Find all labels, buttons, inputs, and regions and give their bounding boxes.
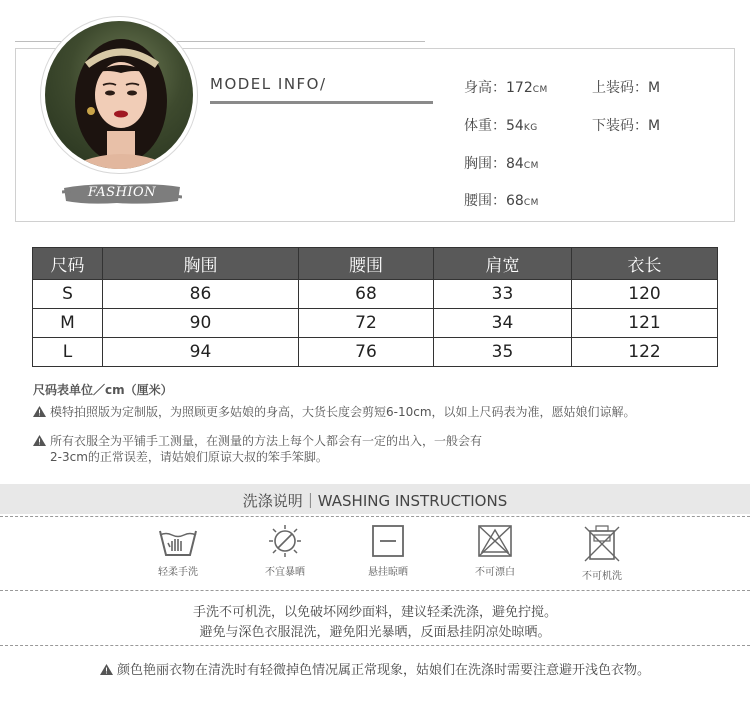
dashed-divider [0,645,750,646]
header-size: 尺码 [33,248,103,280]
spec-bottom-size: 下装码：M [592,118,661,134]
spec-weight: 体重：54KG [464,118,538,134]
wash-label: 轻柔手洗 [158,567,198,578]
wash-item-no-sun [250,523,320,578]
cell-length: 121 [572,309,718,338]
no-bleach-icon [475,523,515,559]
color-fade-note: 颜色艳丽衣物在清洗时有轻微掉色情况属正常现象，姑娘们在洗涤时需要注意避开浅色衣物。 [0,659,750,678]
wash-item-no-bleach [460,523,530,578]
cell-bust: 94 [103,338,299,367]
model-avatar [45,21,193,169]
cell-waist: 76 [299,338,434,367]
header-bust: 胸围 [103,248,299,280]
warning-icon [33,406,46,417]
cell-length: 122 [572,338,718,367]
cell-waist: 68 [299,280,434,309]
no-sun-icon [265,523,305,559]
cell-bust: 90 [103,309,299,338]
dashed-divider [0,590,750,591]
dashed-divider [0,516,750,517]
warning-icon [33,435,46,446]
cell-size: M [33,309,103,338]
model-info-title: MODEL INFO/ [210,75,327,93]
cell-size: S [33,280,103,309]
cell-shoulder: 35 [434,338,572,367]
wash-label: 不可漂白 [475,567,515,578]
spec-top-size: 上装码：M [592,80,661,96]
cell-bust: 86 [103,280,299,309]
model-title-underline [210,101,433,104]
fashion-badge [62,182,182,206]
wash-item-hang-dry [353,523,423,578]
wash-item-no-machine-wash [567,523,637,582]
fashion-badge-text: FASHION [87,185,157,200]
spec-waist: 腰围：68CM [464,193,539,209]
header-shoulder: 肩宽 [434,248,572,280]
hand-wash-icon [156,523,200,559]
cell-length: 120 [572,280,718,309]
header-waist: 腰围 [299,248,434,280]
hang-dry-icon [368,523,408,559]
washing-title: 洗涤说明｜WASHING INSTRUCTIONS [242,492,508,510]
no-machine-wash-icon [582,523,622,563]
wash-instruction-2: 避免与深色衣服混洗，避免阳光暴晒，反面悬挂阴凉处晾晒。 [199,625,551,640]
wash-item-hand-wash [143,523,213,578]
wash-instruction-1: 手洗不可机洗，以免破坏网纱面料，建议轻柔洗涤，避免拧搅。 [192,605,557,620]
table-row [33,338,718,367]
cell-size: L [33,338,103,367]
cell-shoulder: 33 [434,280,572,309]
wash-label: 不宜暴晒 [265,567,305,578]
spec-bust: 胸围：84CM [464,156,539,172]
header-length: 衣长 [572,248,718,280]
warning-icon [100,664,113,675]
wash-label: 不可机洗 [582,571,622,582]
note-custom-length: 模特拍照版为定制版，为照顾更多姑娘的身高，大货长度会剪短6-10cm，以如上尺码表为准，愿姑娘们谅解。 [33,404,636,420]
table-row [33,309,718,338]
size-unit-note: 尺码表单位／cm（厘米） [33,383,173,397]
spec-height: 身高：172CM [464,80,548,96]
size-table-header [33,248,718,280]
size-table [32,247,718,367]
table-row [33,280,718,309]
wash-label: 悬挂晾晒 [368,567,408,578]
cell-shoulder: 34 [434,309,572,338]
cell-waist: 72 [299,309,434,338]
note-measurement: 所有衣服全为平铺手工测量，在测量的方法上每个人都会有一定的出入，一般会有 2-3cm的正常误差，请姑娘们原谅大叔的笨手笨脚。 [33,433,482,465]
